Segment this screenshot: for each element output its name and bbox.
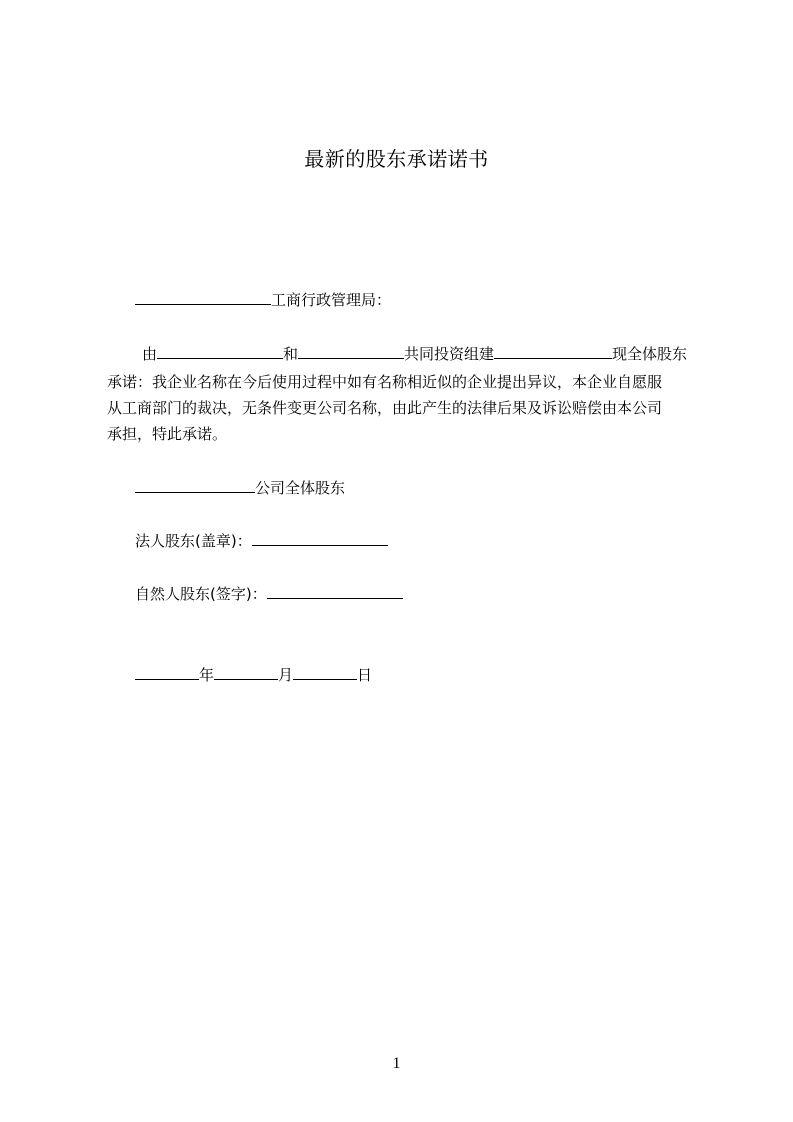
date-line — [135, 665, 372, 685]
body-text-all-shareholders: 现全体股东 — [612, 345, 688, 363]
day-label: 日 — [357, 666, 373, 684]
document-title: 最新的股东承诺诺书 — [304, 147, 489, 171]
body-line-3: 从工商部门的裁决，无条件变更公司名称，由此产生的法律后果及诉讼赔偿由本公司 — [107, 399, 663, 417]
company-blank[interactable] — [135, 478, 255, 493]
body-text-he: 和 — [283, 345, 299, 363]
month-label: 月 — [278, 666, 294, 684]
natural-person-label: 自然人股东(签字)： — [135, 585, 267, 603]
year-label: 年 — [199, 666, 215, 684]
investor-a-blank[interactable] — [157, 344, 283, 359]
page-number: 1 — [392, 1055, 401, 1072]
body-line-1 — [142, 344, 687, 364]
company-shareholders-line — [135, 478, 345, 498]
day-blank[interactable] — [293, 665, 357, 680]
body-line-2: 承诺：我企业名称在今后使用过程中如有名称相近似的企业提出异议，本企业自愿服 — [107, 373, 663, 391]
legal-person-line — [135, 531, 388, 551]
investor-b-blank[interactable] — [298, 344, 404, 359]
natural-person-line — [135, 584, 403, 604]
month-blank[interactable] — [214, 665, 278, 680]
natural-person-signature-field[interactable] — [267, 584, 403, 599]
legal-person-label: 法人股东(盖章)： — [135, 532, 252, 550]
addressee-suffix: 工商行政管理局： — [271, 291, 392, 309]
company-name-blank[interactable] — [494, 344, 612, 359]
addressee-line — [135, 290, 391, 310]
body-text-joint-invest: 共同投资组建 — [404, 345, 495, 363]
body-text-you: 由 — [142, 345, 158, 363]
company-suffix: 公司全体股东 — [255, 479, 346, 497]
legal-person-seal-field[interactable] — [252, 531, 388, 546]
addressee-blank[interactable] — [135, 290, 271, 305]
body-line-4: 承担，特此承诺。 — [107, 425, 228, 443]
year-blank[interactable] — [135, 665, 199, 680]
